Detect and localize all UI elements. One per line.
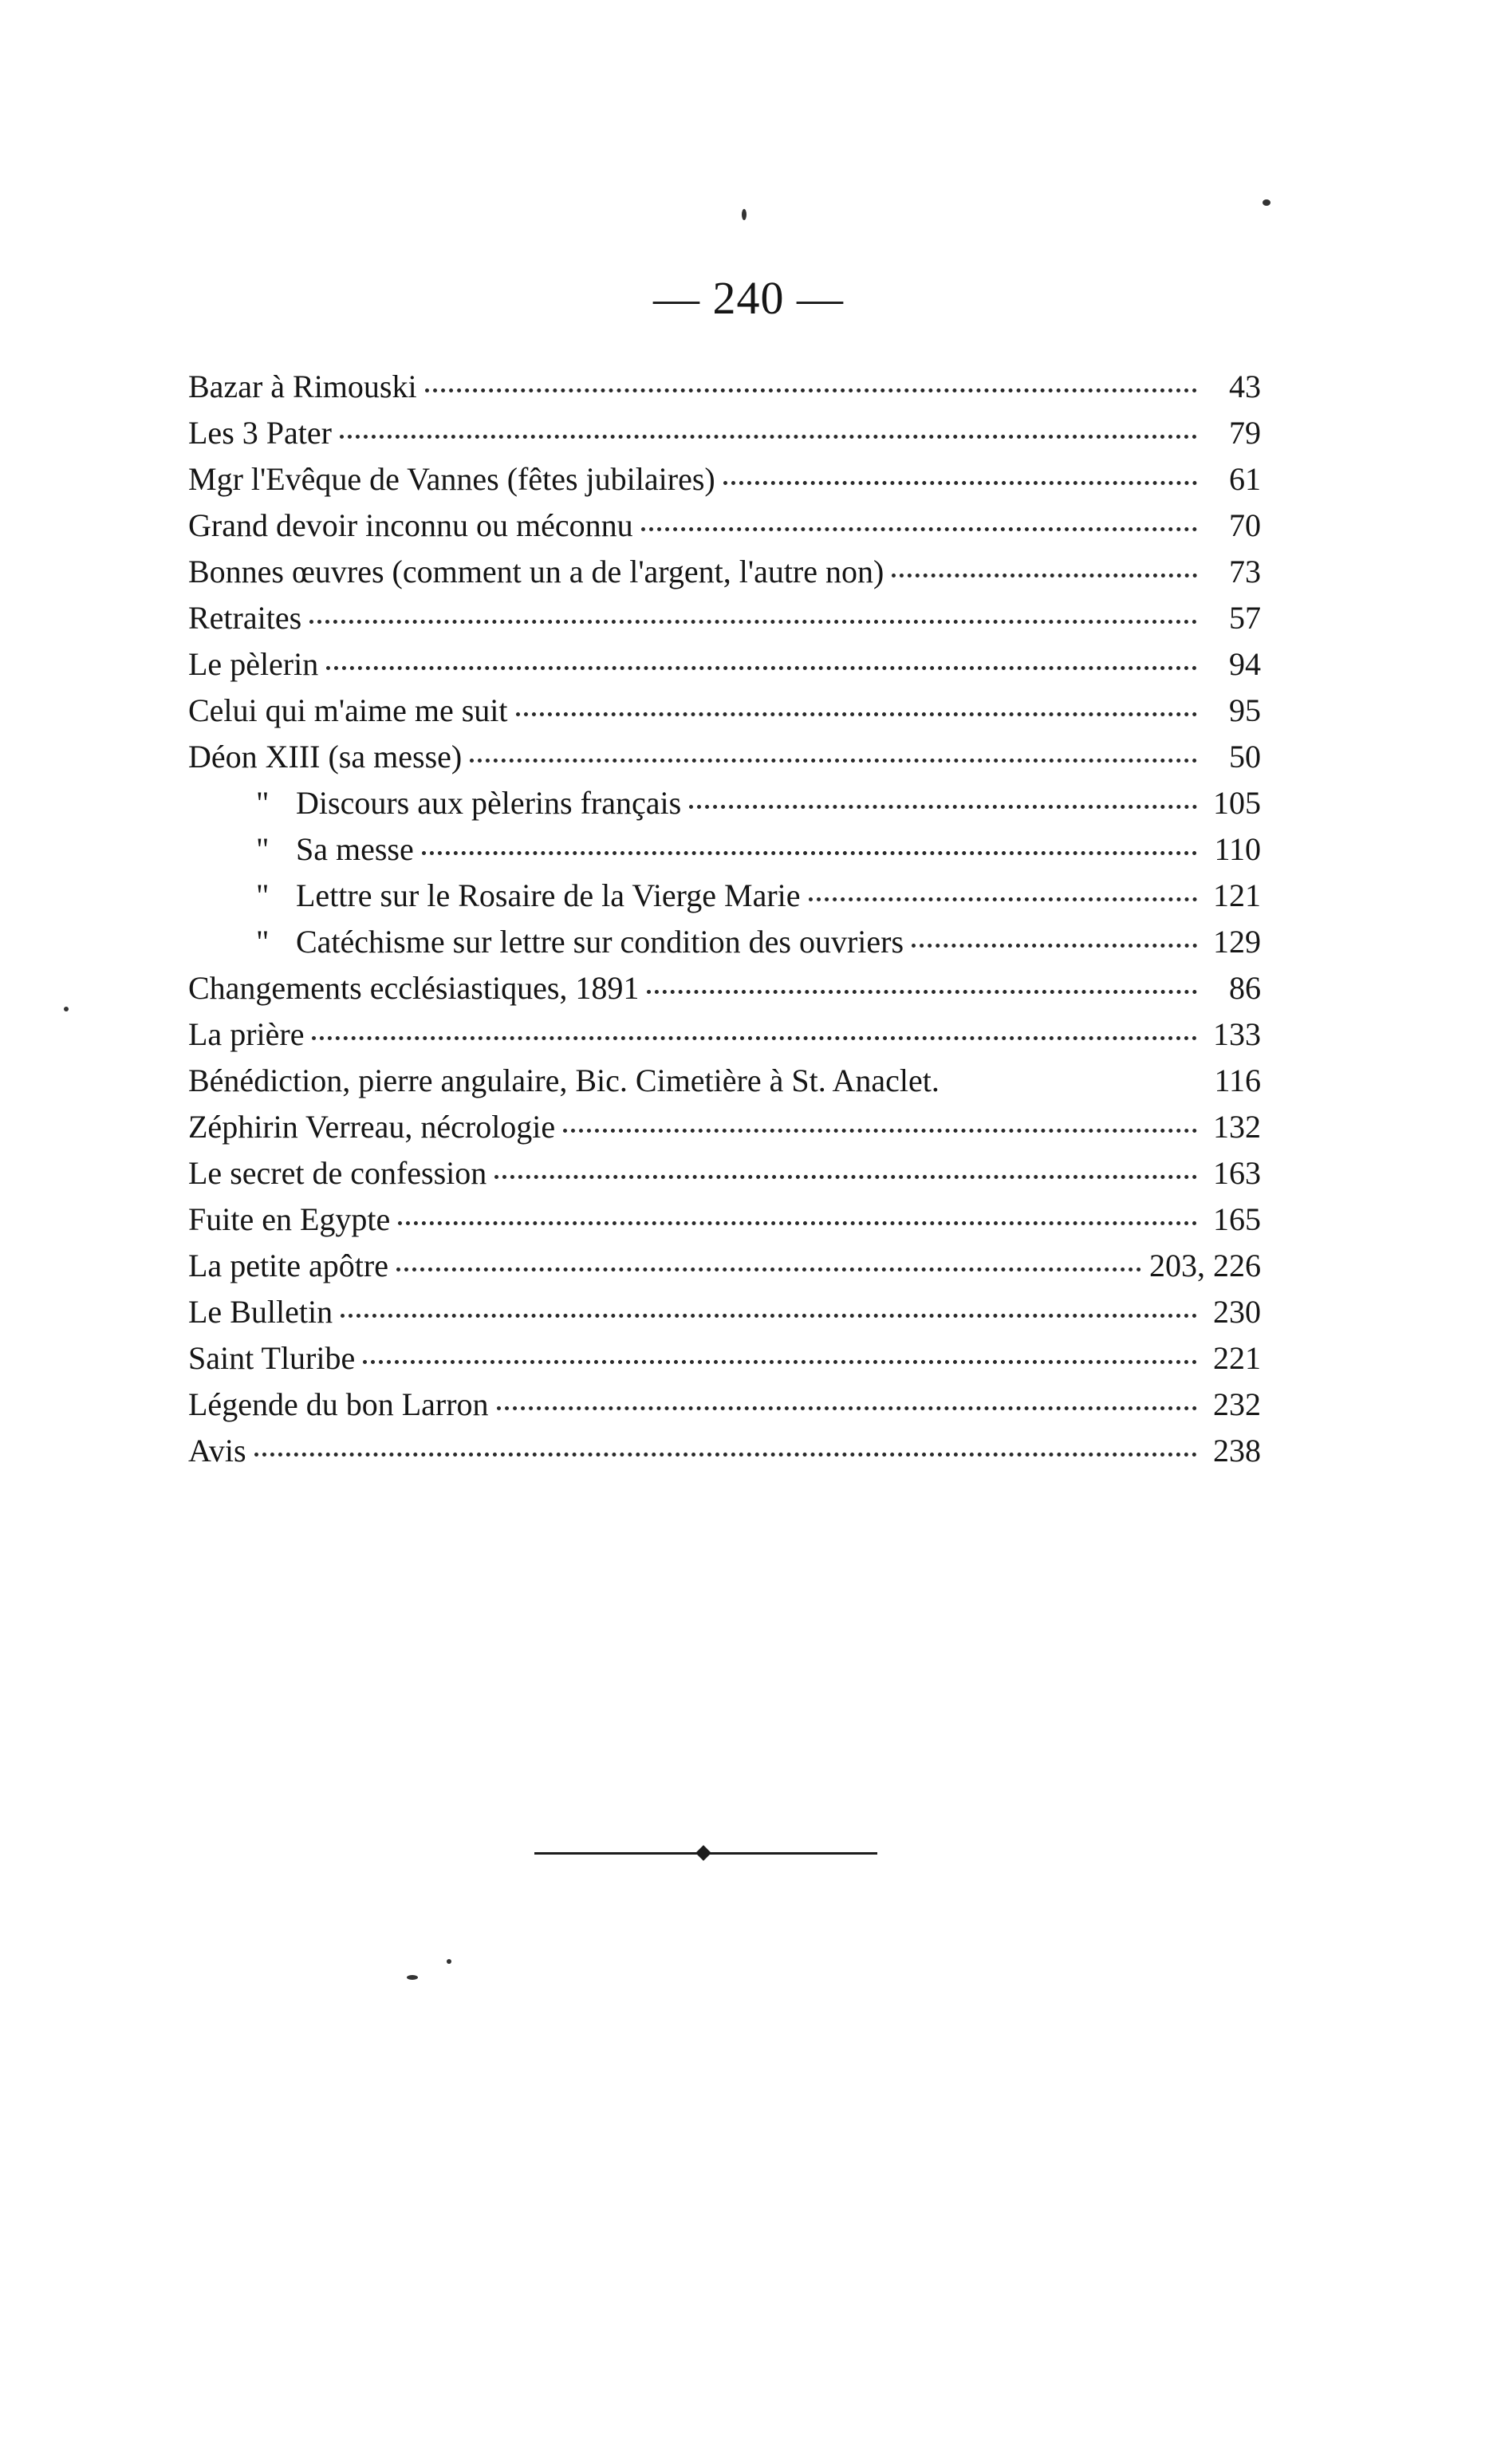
dot-leader bbox=[363, 1360, 1197, 1364]
toc-entry-title: Retraites bbox=[188, 600, 302, 636]
dot-leader bbox=[647, 990, 1197, 994]
toc-entry-page: 70 bbox=[1229, 507, 1261, 543]
toc-entry-page: 129 bbox=[1213, 924, 1261, 960]
scan-speck bbox=[64, 1007, 69, 1011]
ditto-mark: " bbox=[256, 785, 270, 821]
toc-entry-title: Discours aux pèlerins français bbox=[296, 785, 682, 821]
dot-leader bbox=[641, 527, 1197, 531]
toc-entry bbox=[188, 1335, 1261, 1382]
toc-entry-page: 132 bbox=[1213, 1109, 1261, 1145]
toc-entry bbox=[188, 1011, 1261, 1058]
toc-entry-title: Grand devoir inconnu ou méconnu bbox=[188, 507, 633, 543]
toc-entry bbox=[188, 1150, 1261, 1197]
toc-entry-title: Mgr l'Evêque de Vannes (fêtes jubilaires) bbox=[188, 461, 715, 497]
dot-leader bbox=[396, 1267, 1141, 1271]
scan-speck bbox=[742, 209, 747, 220]
toc-entry-page: 165 bbox=[1213, 1201, 1261, 1237]
toc-entry-page: 116 bbox=[1214, 1062, 1261, 1098]
toc-entry-page: 95 bbox=[1229, 692, 1261, 728]
dot-leader bbox=[723, 481, 1197, 485]
toc-entry-title: Le secret de confession bbox=[188, 1155, 487, 1191]
toc-entry-page: 121 bbox=[1213, 877, 1261, 913]
toc-entry-title: Bonnes œuvres (comment un a de l'argent, l'autre non) bbox=[188, 554, 884, 589]
toc-entry bbox=[188, 1243, 1261, 1289]
dot-leader bbox=[494, 1175, 1197, 1179]
toc-entry-page: 94 bbox=[1229, 646, 1261, 682]
dot-leader bbox=[516, 712, 1198, 716]
dot-leader bbox=[563, 1129, 1197, 1133]
ornament-divider bbox=[534, 1846, 877, 1862]
toc-entry bbox=[188, 641, 1261, 688]
toc-entry-page: 232 bbox=[1213, 1386, 1261, 1422]
ditto-mark: " bbox=[256, 924, 270, 960]
toc-entry-title: Fuite en Egypte bbox=[188, 1201, 391, 1237]
toc-entry-title: Le pèlerin bbox=[188, 646, 319, 682]
toc-entry-page: 50 bbox=[1229, 739, 1261, 775]
toc-entry-page: 110 bbox=[1214, 831, 1261, 867]
dot-leader bbox=[425, 388, 1197, 392]
toc-entry-page: 57 bbox=[1229, 600, 1261, 636]
dot-leader bbox=[341, 1314, 1197, 1318]
toc-entry bbox=[188, 919, 1261, 965]
dot-leader bbox=[497, 1406, 1197, 1410]
toc-entry-title: Bazar à Rimouski bbox=[188, 369, 417, 404]
toc-entry-title: Saint Tluribe bbox=[188, 1340, 356, 1376]
toc-entry-page: 105 bbox=[1213, 785, 1261, 821]
toc-entry bbox=[188, 873, 1261, 919]
toc-entry bbox=[188, 1058, 1261, 1104]
toc-entry bbox=[188, 688, 1261, 734]
toc-entry-title: Celui qui m'aime me suit bbox=[188, 692, 508, 728]
toc-entry-title: Le Bulletin bbox=[188, 1294, 333, 1330]
toc-entry-page: 79 bbox=[1229, 415, 1261, 451]
dot-leader bbox=[398, 1221, 1197, 1225]
toc-entry bbox=[188, 1382, 1261, 1428]
toc-entry-page: 73 bbox=[1229, 554, 1261, 589]
toc-entry bbox=[188, 734, 1261, 780]
toc-entry-title: La petite apôtre bbox=[188, 1248, 388, 1283]
scan-speck bbox=[447, 1959, 451, 1964]
toc-entry bbox=[188, 965, 1261, 1011]
toc-entry-title: Changements ecclésiastiques, 1891 bbox=[188, 970, 640, 1006]
ditto-mark: " bbox=[256, 831, 270, 867]
toc-entry bbox=[188, 1104, 1261, 1150]
dot-leader bbox=[892, 574, 1197, 578]
toc-entry-title: La prière bbox=[188, 1016, 305, 1052]
toc-entry-title: Catéchisme sur lettre sur condition des ouvriers bbox=[296, 924, 904, 960]
dot-leader bbox=[309, 620, 1197, 624]
toc-entry-title: Sa messe bbox=[296, 831, 414, 867]
toc-entry-title: Les 3 Pater bbox=[188, 415, 332, 451]
toc-entry bbox=[188, 410, 1261, 456]
toc-entry-title: Légende du bon Larron bbox=[188, 1386, 489, 1422]
page-number: — 240 — bbox=[653, 272, 844, 324]
toc-entry-title: Avis bbox=[188, 1433, 246, 1469]
toc-entry bbox=[188, 1428, 1261, 1474]
toc-entry-page: 43 bbox=[1229, 369, 1261, 404]
dot-leader bbox=[912, 944, 1197, 948]
ditto-mark: " bbox=[256, 877, 270, 913]
toc-entry-page: 221 bbox=[1213, 1340, 1261, 1376]
scan-speck bbox=[407, 1975, 418, 1980]
toc-entry-title: Déon XIII (sa messe) bbox=[188, 739, 463, 775]
toc-entry bbox=[188, 1197, 1261, 1243]
toc-entry bbox=[188, 364, 1261, 410]
toc-entry bbox=[188, 549, 1261, 595]
divider-diamond bbox=[695, 1845, 711, 1861]
toc-entry bbox=[188, 503, 1261, 549]
toc-entry-page: 230 bbox=[1213, 1294, 1261, 1330]
dot-leader bbox=[312, 1036, 1197, 1040]
toc-entry bbox=[188, 780, 1261, 826]
dot-leader bbox=[809, 897, 1197, 901]
toc-entry-title: Lettre sur le Rosaire de la Vierge Marie bbox=[296, 877, 801, 913]
toc-entry-page: 238 bbox=[1213, 1433, 1261, 1469]
scan-speck bbox=[1263, 199, 1270, 206]
table-of-contents bbox=[188, 364, 1261, 1474]
dot-leader bbox=[470, 759, 1197, 763]
toc-entry bbox=[188, 826, 1261, 873]
dot-leader bbox=[689, 805, 1197, 809]
toc-entry-page: 203, 226 bbox=[1149, 1248, 1261, 1283]
dot-leader bbox=[326, 666, 1197, 670]
toc-entry-title: Zéphirin Verreau, nécrologie bbox=[188, 1109, 556, 1145]
toc-entry-page: 133 bbox=[1213, 1016, 1261, 1052]
toc-entry bbox=[188, 456, 1261, 503]
toc-entry bbox=[188, 1289, 1261, 1335]
toc-entry-page: 61 bbox=[1229, 461, 1261, 497]
toc-entry-page: 163 bbox=[1213, 1155, 1261, 1191]
dot-leader bbox=[340, 435, 1197, 439]
dot-leader bbox=[422, 851, 1197, 855]
toc-entry-title: Bénédiction, pierre angulaire, Bic. Cimetière à St. Anaclet. bbox=[188, 1062, 940, 1098]
dot-leader bbox=[254, 1453, 1197, 1457]
toc-entry-page: 86 bbox=[1229, 970, 1261, 1006]
toc-entry bbox=[188, 595, 1261, 641]
